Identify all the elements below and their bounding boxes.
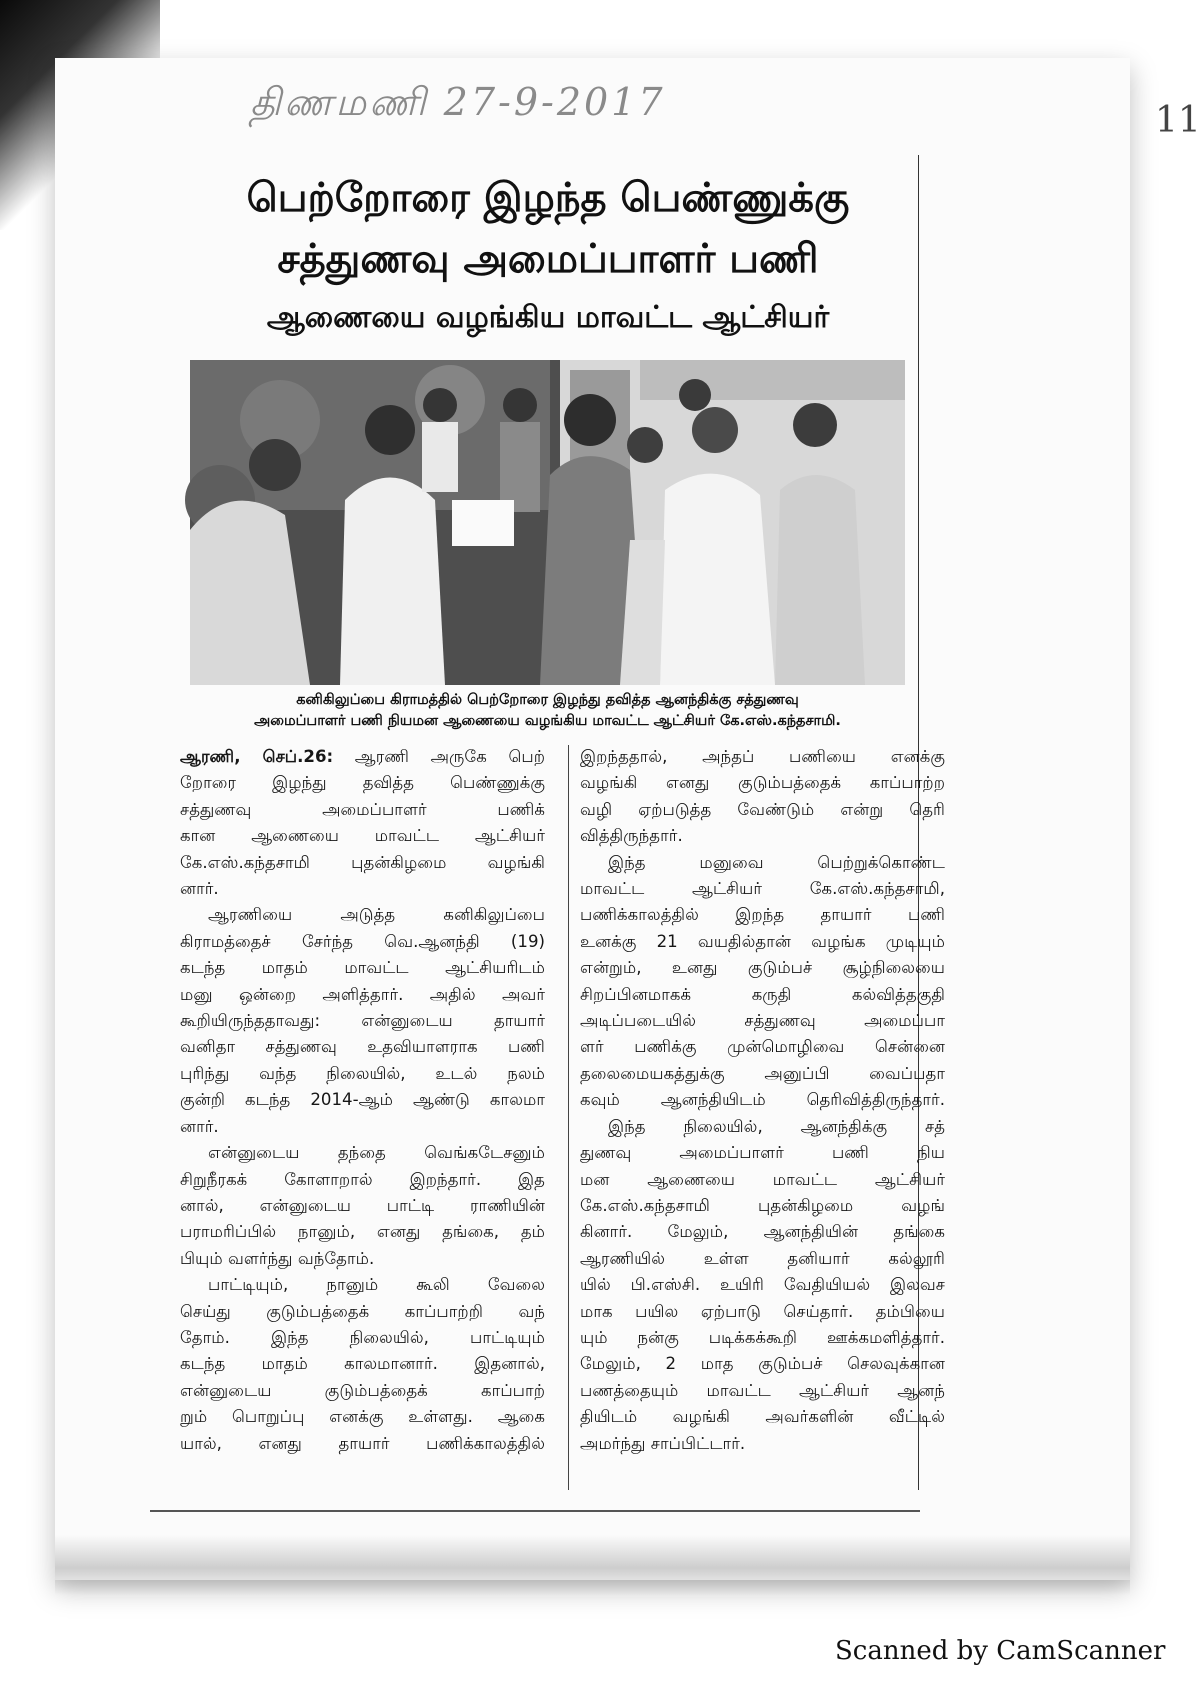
text-line: யும் நன்கு படிக்கக்கூறி ஊக்கமளித்தார்.	[580, 1327, 945, 1347]
text-line: செய்து குடும்பத்தைக் காப்பாற்றி வந்	[180, 1301, 545, 1321]
text-line: மனு ஒன்றை அளித்தார். அதில் அவர்	[180, 984, 545, 1004]
text-line: னார்.	[180, 879, 219, 899]
text-line: என்னுடைய தந்தை வெங்கடேசனும்	[208, 1143, 545, 1163]
caption-line-2: அமைப்பாளர் பணி நியமன ஆணையை வழங்கிய மாவட்ட ஆட்சியர் கே.எஸ்.கந்தசாமி.	[254, 713, 841, 729]
text-line: யில் பி.எஸ்சி. உயிரி வேதியியல் இலவச	[580, 1275, 945, 1295]
handwritten-date: திணமணி 27-9-2017	[250, 80, 666, 124]
text-line: சிறப்பினமாகக் கருதி கல்வித்தகுதி	[580, 984, 945, 1004]
text-line: னால், என்னுடைய பாட்டி ராணியின்	[180, 1195, 545, 1215]
text-line: மாவட்ட ஆட்சியர் கே.எஸ்.கந்தசாமி,	[580, 879, 945, 899]
text-line: கே.எஸ்.கந்தசாமி புதன்கிழமை வழங்கி	[180, 852, 545, 872]
text-line: பியும் வளர்ந்து வந்தோம்.	[180, 1248, 375, 1268]
photo-caption	[185, 690, 910, 732]
text-line: தலைமையகத்துக்கு அனுப்பி வைப்பதா	[580, 1063, 945, 1083]
text-line: கடந்த மாதம் மாவட்ட ஆட்சியரிடம்	[180, 958, 545, 978]
text-line: ஆரணியை அடுத்த கனிகிலுப்பை	[208, 905, 545, 925]
text-line: வழி ஏற்படுத்த வேண்டும் என்று தெரி	[580, 799, 945, 819]
text-line: தியிடம் வழங்கி அவர்களின் வீட்டில்	[580, 1407, 945, 1427]
text-line: கூறியிருந்ததாவது: என்னுடைய தாயார்	[180, 1011, 545, 1031]
text-line: மாக பயில ஏற்பாடு செய்தார். தம்பியை	[580, 1301, 945, 1321]
text-line: ஆரணி, செப்.26: ஆரணி அருகே பெற்	[180, 747, 545, 766]
text-line: சிறுநீரகக் கோளாறால் இறந்தார். இத	[180, 1169, 545, 1189]
text-line: றும் பொறுப்பு எனக்கு உள்ளது. ஆகை	[180, 1407, 545, 1427]
text-line: என்றும், உனது குடும்பச் சூழ்நிலையை	[580, 958, 945, 978]
text-line: குன்றி கடந்த 2014-ஆம் ஆண்டு காலமா	[180, 1090, 545, 1110]
text-line: சத்துணவு அமைப்பாளர் பணிக்	[180, 799, 545, 819]
article-right-column	[580, 744, 945, 1457]
text-line: என்னுடைய குடும்பத்தைக் காப்பாற்	[180, 1380, 545, 1400]
text-line: னார்.	[180, 1116, 219, 1136]
photo-illustration	[190, 360, 905, 685]
text-line: கினார். மேலும், ஆனந்தியின் தங்கை	[580, 1222, 945, 1242]
text-line: வனிதா சத்துணவு உதவியாளராக பணி	[180, 1037, 545, 1057]
article-left-column	[180, 744, 545, 1457]
text-line: துணவு அமைப்பாளர் பணி நிய	[580, 1143, 945, 1163]
text-line: பணிக்காலத்தில் இறந்த தாயார் பணி	[580, 905, 945, 925]
text-line: இந்த மனுவை பெற்றுக்கொண்ட	[608, 852, 945, 872]
text-line: பாட்டியும், நானும் கூலி வேலை	[208, 1275, 545, 1295]
text-line: யால், எனது தாயார் பணிக்காலத்தில்	[180, 1433, 545, 1453]
text-line: இந்த நிலையில், ஆனந்திக்கு சத்	[608, 1116, 945, 1136]
news-photo	[190, 360, 905, 685]
headline-line-2: சத்துணவு அமைப்பாளர் பணி	[277, 236, 819, 282]
column-divider	[568, 745, 569, 1490]
article-bottom-rule	[150, 1510, 920, 1512]
text-line: ஆரணியில் உள்ள தனியார் கல்லூரி	[580, 1248, 945, 1268]
text-line: கடந்த மாதம் காலமானார். இதனால்,	[180, 1354, 545, 1374]
text-line: அமர்ந்து சாப்பிட்டார்.	[580, 1433, 746, 1453]
text-line: அடிப்படையில் சத்துணவு அமைப்பா	[580, 1011, 945, 1031]
scanner-watermark: Scanned by CamScanner	[835, 1636, 1166, 1666]
text-line: தோம். இந்த நிலையில், பாட்டியும்	[180, 1327, 545, 1347]
text-line: பராமரிப்பில் நானும், எனது தங்கை, தம்	[180, 1222, 545, 1242]
dateline: ஆரணி, செப்.26:	[180, 747, 334, 766]
text-line: கவும் ஆனந்தியிடம் தெரிவித்திருந்தார்.	[580, 1090, 945, 1110]
text-line: உனக்கு 21 வயதில்தான் வழங்க முடியும்	[580, 931, 945, 951]
text-line: மேலும், 2 மாத குடும்பச் செலவுக்கான	[580, 1354, 945, 1374]
text-line: பணத்தையும் மாவட்ட ஆட்சியர் ஆனந்	[580, 1380, 945, 1400]
scan-bottom-smudge	[55, 1535, 1130, 1595]
text-line: இறந்ததால், அந்தப் பணியை எனக்கு	[580, 747, 945, 766]
text-line: புரிந்து வந்த நிலையில், உடல் நலம்	[180, 1063, 545, 1083]
text-line: வழங்கி எனது குடும்பத்தைக் காப்பாற்ற	[580, 773, 945, 793]
margin-mark: 11	[1155, 100, 1201, 141]
caption-line-1: கனிகிலுப்பை கிராமத்தில் பெற்றோரை இழந்து தவித்த ஆனந்திக்கு சத்துணவு	[296, 692, 799, 708]
subheadline: ஆணையை வழங்கிய மாவட்ட ஆட்சியர்	[266, 300, 830, 335]
text-line: கே.எஸ்.கந்தசாமி புதன்கிழமை வழங்	[580, 1195, 945, 1215]
text-line: றோரை இழந்து தவித்த பெண்ணுக்கு	[180, 773, 545, 793]
text-line: ளர் பணிக்கு முன்மொழிவை சென்னை	[580, 1037, 945, 1057]
text-line: கான ஆணையை மாவட்ட ஆட்சியர்	[180, 826, 545, 846]
text-line: வித்திருந்தார்.	[580, 826, 683, 846]
text-line: மன ஆணையை மாவட்ட ஆட்சியர்	[580, 1169, 945, 1189]
headline-line-1: பெற்றோரை இழந்த பெண்ணுக்கு	[246, 175, 850, 221]
text-line: கிராமத்தைச் சேர்ந்த வெ.ஆனந்தி (19)	[180, 931, 545, 951]
